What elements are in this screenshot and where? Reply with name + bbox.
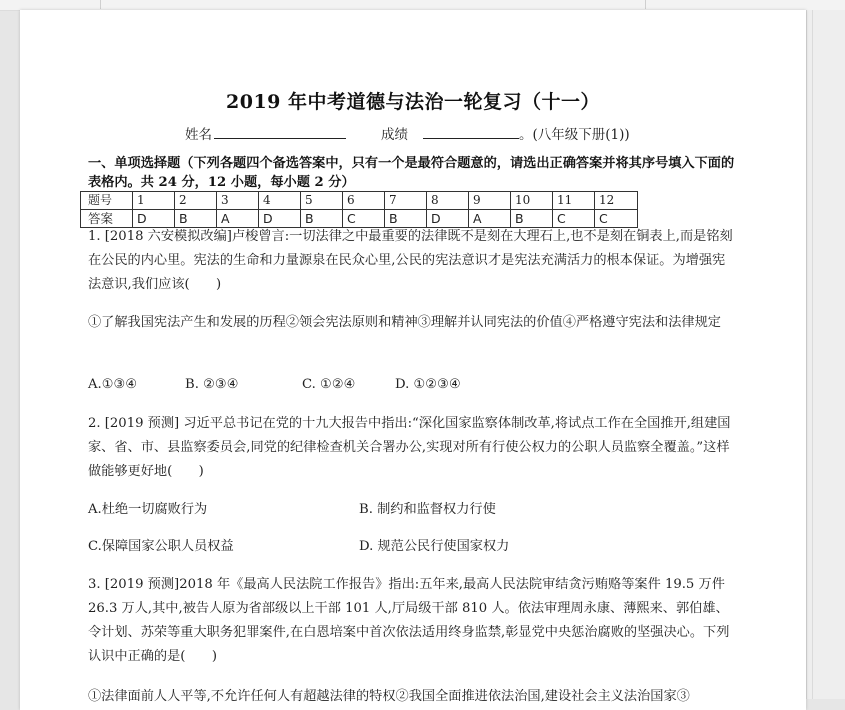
- table-cell: 5: [301, 192, 343, 210]
- table-cell: 3: [217, 192, 259, 210]
- answer-cell[interactable]: C: [595, 210, 638, 228]
- table-row: [81, 192, 638, 210]
- question-2-option-d: D. 规范公民行使国家权力: [359, 539, 510, 554]
- vertical-scrollbar[interactable]: [806, 10, 845, 699]
- answer-cell[interactable]: D: [427, 210, 469, 228]
- gutter-divider: [812, 10, 813, 699]
- document-title: 2019 年中考道德与法治一轮复习（十一）: [226, 91, 600, 113]
- section-heading: 一、单项选择题（下列各题四个备选答案中，只有一个是最符合题意的，请选出正确答案并将其序号填入下面的表格内。共 24 分，12 小题，每小题 2 分）: [88, 156, 735, 190]
- answer-cell[interactable]: A: [217, 210, 259, 228]
- table-cell: 8: [427, 192, 469, 210]
- table-cell: 6: [343, 192, 385, 210]
- question-2-option-b: B. 制约和监督权力行使: [359, 502, 496, 517]
- question-3-stem: 3. [2019 预测]2018 年《最高人民法院工作报告》指出:五年来,最高人民法院审结贪污贿赂等案件 19.5 万件 26.3 万人,其中,被告人原为省部级以上干部 101 人,厅局级干部 810 人。依法审理周永康、薄熙来、郭伯雄、令计划、苏荣等重大职务犯罪案件,在白恩培案中首次依法适用终身监禁,彰显党中央惩治腐败的坚强决心。下列认识中正确的是( ): [88, 577, 730, 664]
- name-label: 姓名: [185, 127, 212, 143]
- document-page: [20, 10, 806, 710]
- score-label: 成绩: [381, 127, 408, 143]
- answer-cell[interactable]: B: [385, 210, 427, 228]
- ruler-tick: [645, 0, 646, 9]
- question-1-option-a: A.①③④: [88, 377, 138, 392]
- score-blank[interactable]: [423, 123, 519, 139]
- answer-cell[interactable]: C: [343, 210, 385, 228]
- table-cell: 2: [175, 192, 217, 210]
- table-cell: 10: [511, 192, 553, 210]
- answer-cell[interactable]: B: [511, 210, 553, 228]
- name-blank[interactable]: [214, 123, 346, 139]
- answer-cell[interactable]: C: [553, 210, 595, 228]
- table-cell: 11: [553, 192, 595, 210]
- answer-table: [80, 191, 638, 228]
- answer-cell[interactable]: D: [259, 210, 301, 228]
- answer-cell[interactable]: B: [301, 210, 343, 228]
- table-cell: 12: [595, 192, 638, 210]
- question-1-option-b: B. ②③④: [185, 377, 239, 392]
- table-cell: 7: [385, 192, 427, 210]
- question-2-option-c: C.保障国家公职人员权益: [88, 539, 234, 554]
- question-1-statements: ①了解我国宪法产生和发展的历程②领会宪法原则和精神③理解并认同宪法的价值④严格遵守宪法和法律规定: [88, 315, 721, 330]
- answer-cell[interactable]: A: [469, 210, 511, 228]
- question-1-stem: 1. [2018 六安模拟改编]卢梭曾言:一切法律之中最重要的法律既不是刻在大理石上,也不是刻在铜表上,而是铭刻在公民的内心里。宪法的生命和力量源泉在民众心里,公民的宪法意识才是宪法充满活力的根本保证。为增强宪法意识,我们应该( ): [88, 229, 733, 292]
- table-cell: 9: [469, 192, 511, 210]
- answer-cell[interactable]: D: [133, 210, 175, 228]
- question-1-option-c: C. ①②④: [302, 377, 356, 392]
- row-label: 题号: [81, 192, 133, 210]
- gutter-divider: [806, 10, 807, 699]
- table-cell: 1: [133, 192, 175, 210]
- question-2-option-a: A.杜绝一切腐败行为: [88, 502, 208, 517]
- question-1-option-d: D. ①②③④: [395, 377, 461, 392]
- question-3-statements: ①法律面前人人平等,不允许任何人有超越法律的特权②我国全面推进依法治国,建设社会主义法治国家③: [88, 689, 690, 704]
- question-2-stem: 2. [2019 预测] 习近平总书记在党的十九大报告中指出:“深化国家监察体制改革,将试点工作在全国推开,组建国家、省、市、县监察委员会,同党的纪律检查机关合署办公,实现对所有行使公权力的公职人员监察全覆盖。”这样做能够更好地( ): [88, 416, 731, 479]
- grade-note: 。(八年级下册(1)): [519, 127, 630, 143]
- ruler-tick: [100, 0, 101, 9]
- table-cell: 4: [259, 192, 301, 210]
- row-label: 答案: [81, 210, 133, 228]
- answer-cell[interactable]: B: [175, 210, 217, 228]
